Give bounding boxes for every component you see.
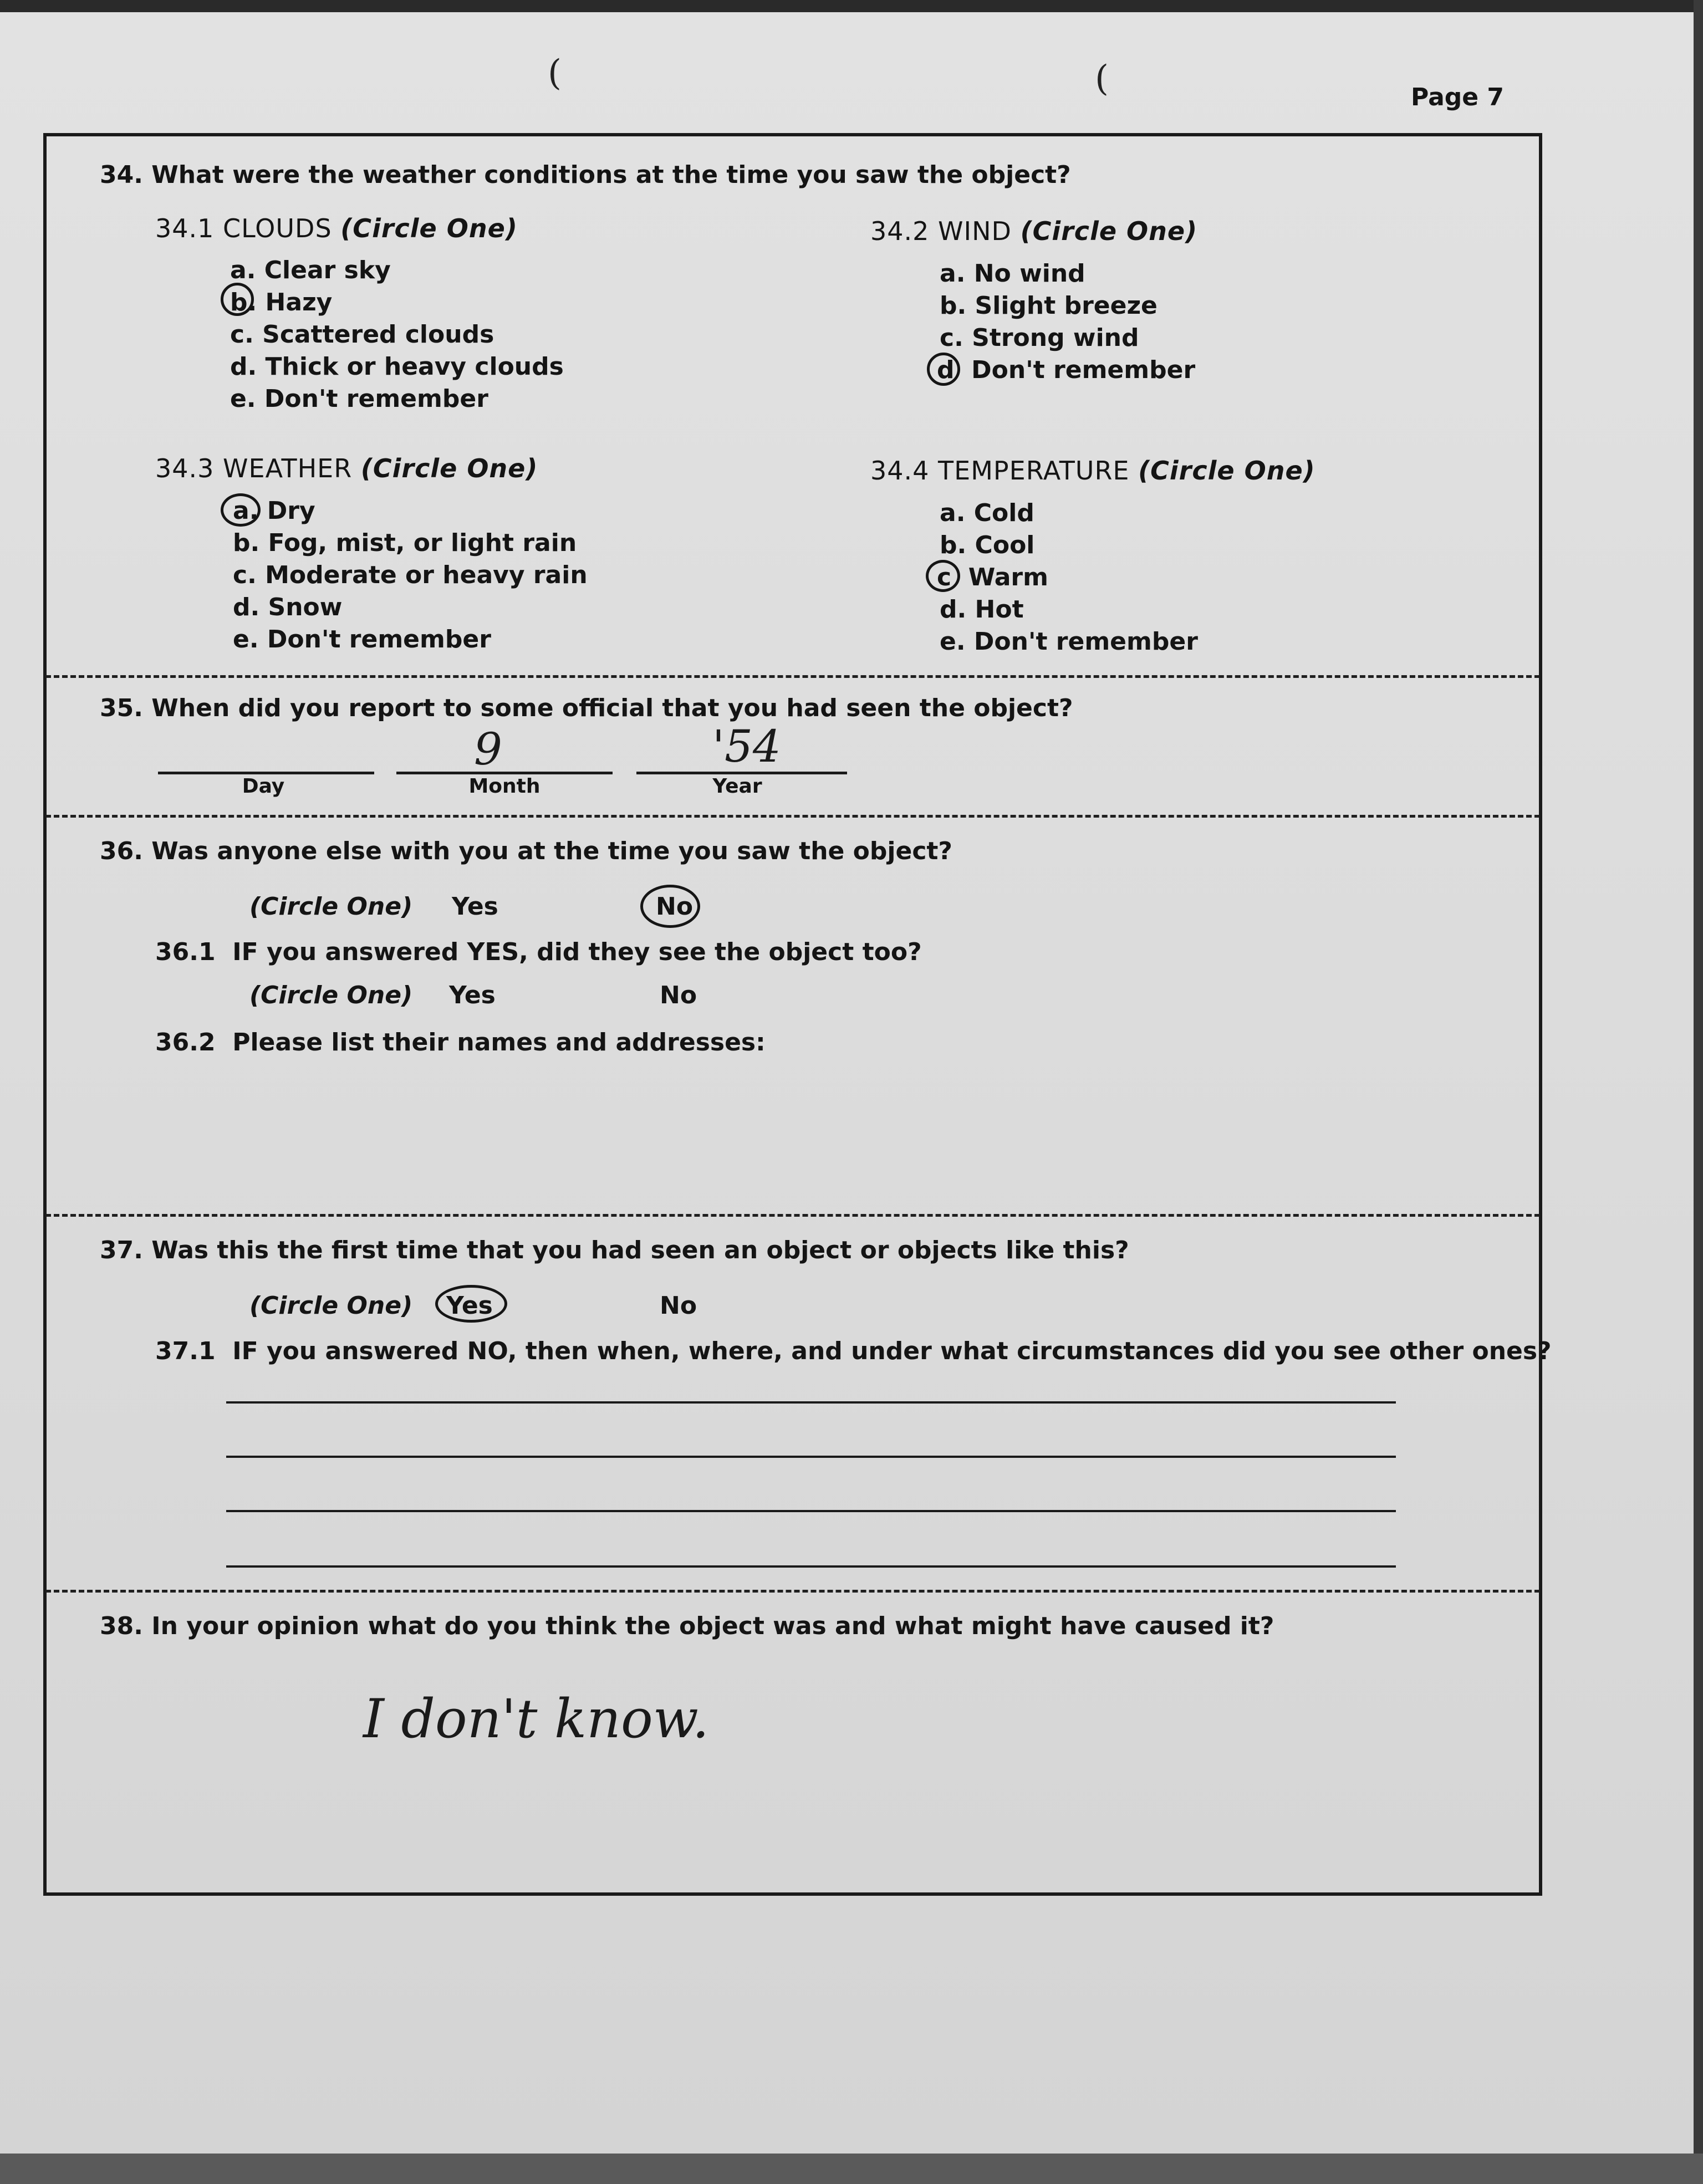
option-letter: d.: [233, 593, 260, 621]
option-letter: c: [937, 563, 952, 591]
q34-weather-number: 34.3: [155, 453, 215, 483]
section-divider: [45, 815, 1540, 818]
q37-1-answer-line-2[interactable]: [226, 1456, 1396, 1458]
q37-question: 37. Was this the first time that you had seen an object or objects like this?: [100, 1236, 1129, 1264]
q36-selection-circle: [640, 885, 700, 928]
q36-2-number: 36.2: [155, 1028, 216, 1057]
option-text: Warm: [968, 563, 1048, 591]
q36-instruction: (Circle One): [249, 892, 413, 921]
option-letter: c.: [233, 561, 257, 589]
section-divider: [45, 675, 1540, 678]
q34-temperature-instruction: (Circle One): [1138, 456, 1316, 486]
q34-weather-option-e[interactable]: [233, 625, 491, 654]
q34-wind-heading: [870, 216, 1197, 246]
punch-mark-left: (: [548, 53, 562, 94]
option-text: Snow: [268, 593, 343, 621]
option-letter: e.: [940, 627, 966, 656]
q34-clouds-option-a[interactable]: [230, 256, 391, 284]
q36-2-question: [155, 1028, 766, 1057]
option-text: Cold: [973, 499, 1034, 527]
q34-weather-option-b[interactable]: [233, 529, 577, 557]
section-divider: [45, 1590, 1540, 1593]
q37-1-answer-line-4[interactable]: [226, 1565, 1396, 1568]
q37-yes-option[interactable]: Yes: [446, 1292, 493, 1320]
option-letter: b.: [233, 529, 260, 557]
q34-weather-instruction: (Circle One): [360, 453, 538, 483]
q34-temperature-number: 34.4: [870, 456, 930, 486]
q35-month-line[interactable]: [396, 772, 613, 774]
q35-day-label: Day: [242, 775, 285, 798]
option-text: Thick or heavy clouds: [265, 353, 564, 381]
q34-question: 34. What were the weather conditions at the time you saw the object?: [100, 161, 1071, 189]
option-letter: a.: [940, 259, 966, 288]
q34-wind-selection-circle: [927, 353, 960, 386]
option-text: Hazy: [265, 288, 333, 317]
option-letter: c.: [940, 324, 963, 352]
q34-clouds-option-e[interactable]: [230, 385, 488, 413]
option-letter: d.: [230, 353, 257, 381]
option-letter: b.: [940, 292, 967, 320]
scan-bottom-edge: [0, 2154, 1703, 2184]
q34-weather-title: WEATHER: [223, 453, 353, 483]
q34-weather-selection-circle: [221, 493, 261, 527]
q34-wind-instruction: (Circle One): [1020, 216, 1198, 246]
option-letter: a.: [940, 499, 966, 527]
option-letter: d: [937, 356, 955, 384]
q36-1-number: 36.1: [155, 938, 216, 966]
q35-month-label: Month: [468, 775, 541, 798]
q34-wind-option-c[interactable]: [940, 324, 1139, 352]
q36-2-text: Please list their names and addresses:: [232, 1028, 766, 1057]
option-letter: b.: [230, 288, 257, 317]
q34-clouds-instruction: (Circle One): [340, 213, 518, 243]
q34-wind-option-b[interactable]: [940, 292, 1158, 320]
option-text: Fog, mist, or light rain: [268, 529, 577, 557]
q37-instruction: (Circle One): [249, 1292, 413, 1320]
option-text: Cool: [975, 531, 1035, 559]
q37-1-number: 37.1: [155, 1337, 216, 1365]
option-text: Scattered clouds: [262, 320, 494, 349]
q34-wind-option-a[interactable]: [940, 259, 1085, 288]
option-text: Slight breeze: [975, 292, 1158, 320]
q38-question: 38. In your opinion what do you think the object was and what might have caused it?: [100, 1612, 1274, 1640]
q36-no-option[interactable]: No: [656, 892, 694, 921]
q34-clouds-number: 34.1: [155, 213, 215, 243]
q34-temperature-option-b[interactable]: [940, 531, 1034, 559]
q34-clouds-option-c[interactable]: [230, 320, 494, 349]
q34-clouds-title: CLOUDS: [223, 213, 332, 243]
option-letter: e.: [233, 625, 259, 654]
option-text: Hot: [975, 595, 1024, 624]
q37-1-answer-line-1[interactable]: [226, 1401, 1396, 1404]
q37-1-question: [155, 1337, 1552, 1365]
q37-1-answer-line-3[interactable]: [226, 1510, 1396, 1512]
option-text: Don't remember: [264, 385, 488, 413]
q34-wind-number: 34.2: [870, 216, 930, 246]
q34-weather-heading: [155, 453, 538, 483]
q34-weather-option-c[interactable]: [233, 561, 588, 589]
q36-1-no-option[interactable]: No: [660, 981, 697, 1009]
scan-right-edge: [1694, 0, 1703, 2184]
q36-1-yes-option[interactable]: Yes: [449, 981, 496, 1009]
q34-temperature-selection-circle: [926, 560, 960, 592]
option-text: Strong wind: [972, 324, 1139, 352]
q34-temperature-option-a[interactable]: [940, 499, 1034, 527]
q34-clouds-selection-circle: [221, 283, 254, 316]
q35-question: 35. When did you report to some official that you had seen the object?: [100, 694, 1073, 722]
q34-weather-option-d[interactable]: [233, 593, 342, 621]
option-letter: a.: [230, 256, 256, 284]
option-letter: a.: [233, 497, 259, 525]
q34-temperature-title: TEMPERATURE: [938, 456, 1130, 486]
q37-no-option[interactable]: No: [660, 1292, 697, 1320]
option-letter: e.: [230, 385, 256, 413]
option-text: Clear sky: [264, 256, 391, 284]
q37-1-text: IF you answered NO, then when, where, and under what circumstances did you see other ones?: [232, 1337, 1552, 1365]
q34-wind-option-d[interactable]: [937, 356, 1195, 384]
q35-day-line[interactable]: [158, 772, 374, 774]
q36-question: 36. Was anyone else with you at the time you saw the object?: [100, 837, 952, 865]
q38-handwritten-answer: I don't know.: [363, 1688, 710, 1750]
q36-1-question: [155, 938, 922, 966]
section-divider: [45, 1214, 1540, 1217]
q34-temperature-option-e[interactable]: [940, 627, 1198, 656]
punch-mark-right: (: [1095, 58, 1109, 99]
q34-clouds-heading: [155, 213, 518, 243]
q36-1-instruction: (Circle One): [249, 981, 413, 1009]
option-letter: c.: [230, 320, 254, 349]
option-letter: b.: [940, 531, 967, 559]
q36-1-text: IF you answered YES, did they see the object too?: [232, 938, 922, 966]
q34-temperature-heading: [870, 456, 1316, 486]
option-text: Dry: [267, 497, 315, 525]
scan-top-edge: [0, 0, 1703, 12]
q35-year-label: Year: [712, 775, 762, 798]
option-text: Don't remember: [973, 627, 1198, 656]
q34-temperature-option-d[interactable]: [940, 595, 1024, 624]
option-text: No wind: [973, 259, 1085, 288]
option-text: Don't remember: [267, 625, 491, 654]
q36-yes-option[interactable]: Yes: [452, 892, 498, 921]
q34-clouds-option-d[interactable]: [230, 353, 564, 381]
q35-month-value: 9: [474, 723, 502, 775]
q34-wind-title: WIND: [938, 216, 1012, 246]
option-text: Don't remember: [971, 356, 1196, 384]
q37-selection-circle: [435, 1285, 507, 1323]
option-text: Moderate or heavy rain: [265, 561, 588, 589]
page-number: Page 7: [1411, 83, 1505, 111]
q35-year-value: '54: [712, 721, 781, 772]
option-letter: d.: [940, 595, 967, 624]
